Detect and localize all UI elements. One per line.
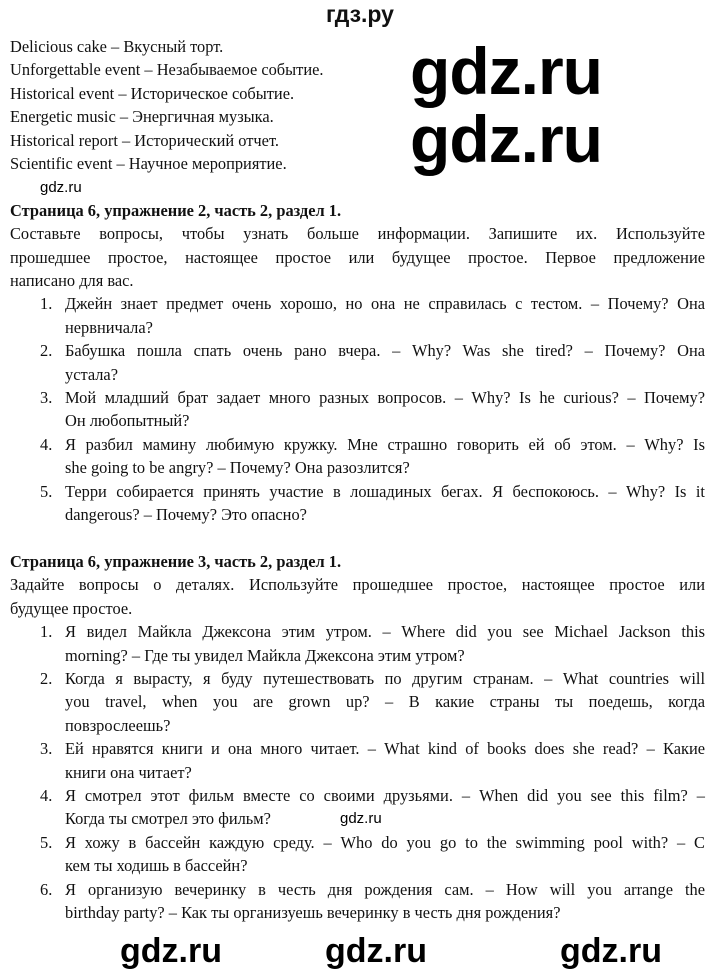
intro-line: будущее простое. bbox=[10, 598, 133, 618]
item-number: 1. bbox=[40, 294, 53, 314]
watermark: gdz.ru bbox=[340, 810, 382, 827]
watermark: gdz.ru bbox=[410, 34, 602, 108]
item-line: she going to be angry? – Почему? Она разозлится? bbox=[65, 458, 410, 478]
item-line: Я организую вечеринку в честь дня рождения сам. – How will you arrange the bbox=[65, 879, 705, 899]
item-line: устала? bbox=[65, 364, 118, 384]
item-line: Джейн знает предмет очень хорошо, но она не справилась с тестом. – Почему? Она bbox=[65, 294, 705, 314]
item-number: 4. bbox=[40, 785, 53, 805]
item-text bbox=[65, 831, 705, 878]
item-number: 2. bbox=[40, 341, 53, 361]
item-line: кем ты ходишь в бассейн? bbox=[65, 856, 248, 876]
item-text bbox=[65, 620, 705, 667]
list-item bbox=[10, 339, 705, 386]
vocab-line: Scientific event – Научное мероприятие. bbox=[10, 154, 287, 174]
item-number: 3. bbox=[40, 739, 53, 759]
item-line: Я разбил мамину любимую кружку. Мне страшно говорить ей об этом. – Why? Is bbox=[65, 434, 705, 454]
list-item bbox=[10, 386, 705, 433]
item-line: повзрослеешь? bbox=[65, 715, 171, 735]
item-line: Ей нравятся книги и она много читает. – What kind of books does she read? – Какие bbox=[65, 739, 705, 759]
item-text bbox=[65, 292, 705, 339]
vocab-line: Delicious cake – Вкусный торт. bbox=[10, 37, 224, 56]
item-line: morning? – Где ты увидел Майкла Джексона этим утром? bbox=[65, 645, 465, 665]
item-text bbox=[65, 480, 705, 527]
item-text bbox=[65, 737, 705, 784]
item-line: книги она читает? bbox=[65, 762, 192, 782]
section-heading: Страница 6, упражнение 2, часть 2, раздел 1. bbox=[10, 200, 342, 220]
section-2 bbox=[10, 573, 705, 924]
item-number: 4. bbox=[40, 434, 53, 454]
item-text bbox=[65, 386, 705, 433]
site-title: гдз.ру bbox=[326, 1, 394, 27]
item-line: Я видел Майкла Джексона этим утром. – Where did you see Michael Jackson this bbox=[65, 622, 705, 642]
vocab-line: Historical report – Исторический отчет. bbox=[10, 130, 279, 150]
intro-line: Составьте вопросы, чтобы узнать больше информации. Запишите их. Используйте bbox=[10, 224, 705, 244]
item-line: Бабушка пошла спать очень рано вчера. – Why? Was she tired? – Почему? Она bbox=[65, 341, 705, 361]
intro-line: Задайте вопросы о деталях. Используйте прошедшее простое, настоящее простое или bbox=[10, 575, 705, 595]
vocab-line: Unforgettable event – Незабываемое событие. bbox=[10, 60, 324, 80]
watermark: gdz.ru bbox=[410, 102, 602, 176]
item-number: 6. bbox=[40, 879, 53, 899]
intro-line: прошедшее простое, настоящее простое или будущее простое. Первое предложение bbox=[10, 247, 705, 267]
item-line: Терри собирается принять участие в лошадиных бегах. Я беспокоюсь. – Why? Is it bbox=[65, 481, 705, 501]
item-text bbox=[65, 339, 705, 386]
item-line: Когда ты смотрел это фильм? bbox=[65, 809, 271, 829]
item-line: Мой младший брат задает много разных вопросов. – Why? Is he curious? – Почему? bbox=[65, 388, 705, 408]
item-line: Когда я вырасту, я буду путешествовать по другим странам. – What countries will bbox=[65, 668, 705, 688]
item-number: 3. bbox=[40, 388, 53, 408]
list-item bbox=[10, 667, 705, 737]
list-item bbox=[10, 831, 705, 878]
list-item bbox=[10, 620, 705, 667]
item-line: нервничала? bbox=[65, 317, 153, 337]
list-item bbox=[10, 480, 705, 527]
list-item bbox=[10, 292, 705, 339]
item-number: 5. bbox=[40, 481, 53, 501]
item-line: Я смотрел этот фильм вместе со своими друзьями. – When did you see this film? – bbox=[65, 785, 705, 805]
list-item bbox=[10, 878, 705, 925]
item-text bbox=[65, 667, 705, 737]
watermark: gdz.ru bbox=[40, 179, 82, 196]
item-number: 2. bbox=[40, 668, 53, 688]
item-text bbox=[65, 878, 705, 925]
item-line: birthday party? – Как ты организуешь вечеринку в честь дня рождения? bbox=[65, 903, 561, 922]
intro-line: написано для вас. bbox=[10, 271, 134, 291]
watermark: gdz.ru bbox=[560, 932, 662, 970]
list-item bbox=[10, 433, 705, 480]
vocab-line: Historical event – Историческое событие. bbox=[10, 83, 295, 103]
section-heading: Страница 6, упражнение 3, часть 2, раздел 1. bbox=[10, 551, 342, 571]
item-line: dangerous? – Почему? Это опасно? bbox=[65, 505, 307, 525]
section-1 bbox=[10, 222, 705, 526]
watermark: gdz.ru bbox=[120, 932, 222, 970]
item-text bbox=[65, 784, 705, 831]
item-line: Я хожу в бассейн каждую среду. – Who do you go to the swimming pool with? – С bbox=[65, 832, 705, 852]
item-number: 1. bbox=[40, 622, 53, 642]
list-item bbox=[10, 737, 705, 784]
item-number: 5. bbox=[40, 832, 53, 852]
vocab-line: Energetic music – Энергичная музыка. bbox=[10, 107, 274, 127]
item-text bbox=[65, 433, 705, 480]
item-line: you travel, when you are grown up? – В какие страны ты поедешь, когда bbox=[65, 692, 705, 712]
item-line: Он любопытный? bbox=[65, 411, 190, 431]
watermark: gdz.ru bbox=[325, 932, 427, 970]
